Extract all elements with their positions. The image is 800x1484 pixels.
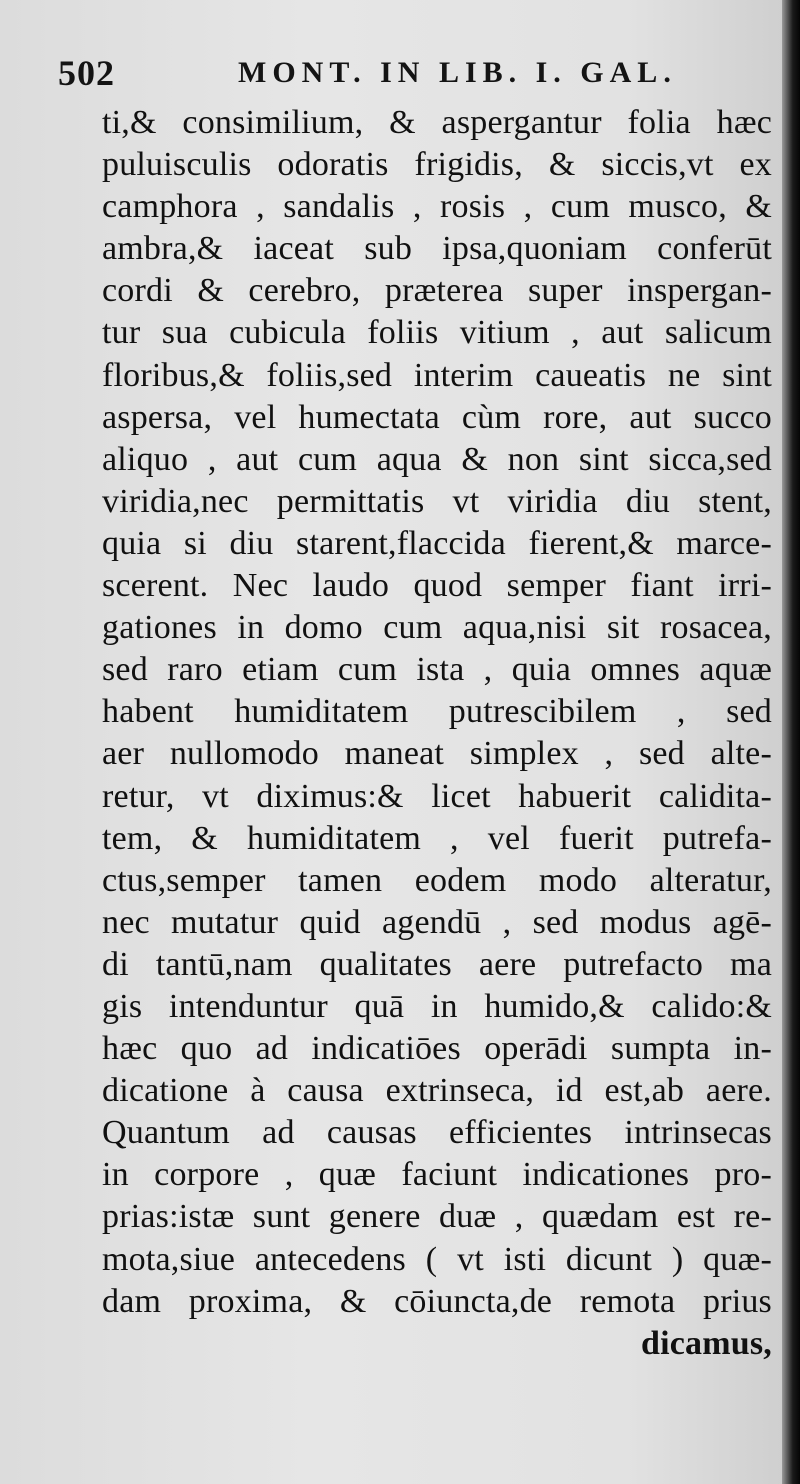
- text-line: aliquo , aut cum aqua & non sint sicca,sed: [102, 440, 772, 478]
- text-line: hæc quo ad indicatiōes operādi sumpta in-: [102, 1030, 772, 1068]
- text-line: dam proxima, & cōiuncta,de remota prius: [102, 1282, 772, 1320]
- text-line: tem, & humiditatem , vel fuerit putrefa-: [102, 819, 772, 857]
- page-edge-shadow: [782, 0, 800, 1484]
- text-line: puluisculis odoratis frigidis, & siccis,vt ex: [102, 146, 772, 184]
- text-line: habent humiditatem putrescibilem , sed: [102, 693, 772, 731]
- text-line: viridia,nec permittatis vt viridia diu stent,: [102, 482, 772, 520]
- text-line: gis intenduntur quā in humido,& calido:&: [102, 987, 772, 1025]
- text-line: di tantū,nam qualitates aere putrefacto ma: [102, 945, 772, 983]
- text-line: in corpore , quæ faciunt indicationes pro-: [102, 1156, 772, 1194]
- text-line: sed raro etiam cum ista , quia omnes aquæ: [102, 651, 772, 689]
- text-line: Quantum ad causas efficientes intrinsecas: [102, 1114, 772, 1152]
- text-line: floribus,& foliis,sed interim caueatis ne sint: [102, 356, 772, 394]
- text-line: nec mutatur quid agendū , sed modus agē-: [102, 903, 772, 941]
- text-line: tur sua cubicula foliis vitium , aut salicum: [102, 314, 772, 352]
- text-line: ambra,& iaceat sub ipsa,quoniam conferūt: [102, 230, 772, 268]
- text-line: ctus,semper tamen eodem modo alteratur,: [102, 861, 772, 899]
- text-line: cordi & cerebro, præterea super inspergan-: [102, 272, 772, 310]
- text-line: aer nullomodo maneat simplex , sed alte-: [102, 735, 772, 773]
- body-text: [102, 102, 772, 1365]
- text-line: camphora , sandalis , rosis , cum musco, &: [102, 188, 772, 226]
- text-line: quia si diu starent,flaccida fierent,& marce-: [102, 524, 772, 562]
- text-line: prias:istæ sunt genere duæ , quædam est re-: [102, 1198, 772, 1236]
- catchword: dicamus,: [640, 1324, 772, 1362]
- text-line: aspersa, vel humectata cùm rore, aut succo: [102, 398, 772, 436]
- page-header: [58, 52, 758, 98]
- text-line: mota,siue antecedens ( vt isti dicunt ) quæ-: [102, 1240, 772, 1278]
- text-line: scerent. Nec laudo quod semper fiant irri-: [102, 567, 772, 605]
- running-head: MONT. IN LIB. I. GAL.: [238, 56, 677, 89]
- text-line: dicatione à causa extrinseca, id est,ab aere.: [102, 1072, 772, 1110]
- text-line: ti,& consimilium, & aspergantur folia hæc: [102, 104, 772, 141]
- text-line: retur, vt diximus:& licet habuerit calidita-: [102, 777, 772, 815]
- text-line: gationes in domo cum aqua,nisi sit rosacea,: [102, 609, 772, 647]
- page-number: 502: [58, 53, 115, 93]
